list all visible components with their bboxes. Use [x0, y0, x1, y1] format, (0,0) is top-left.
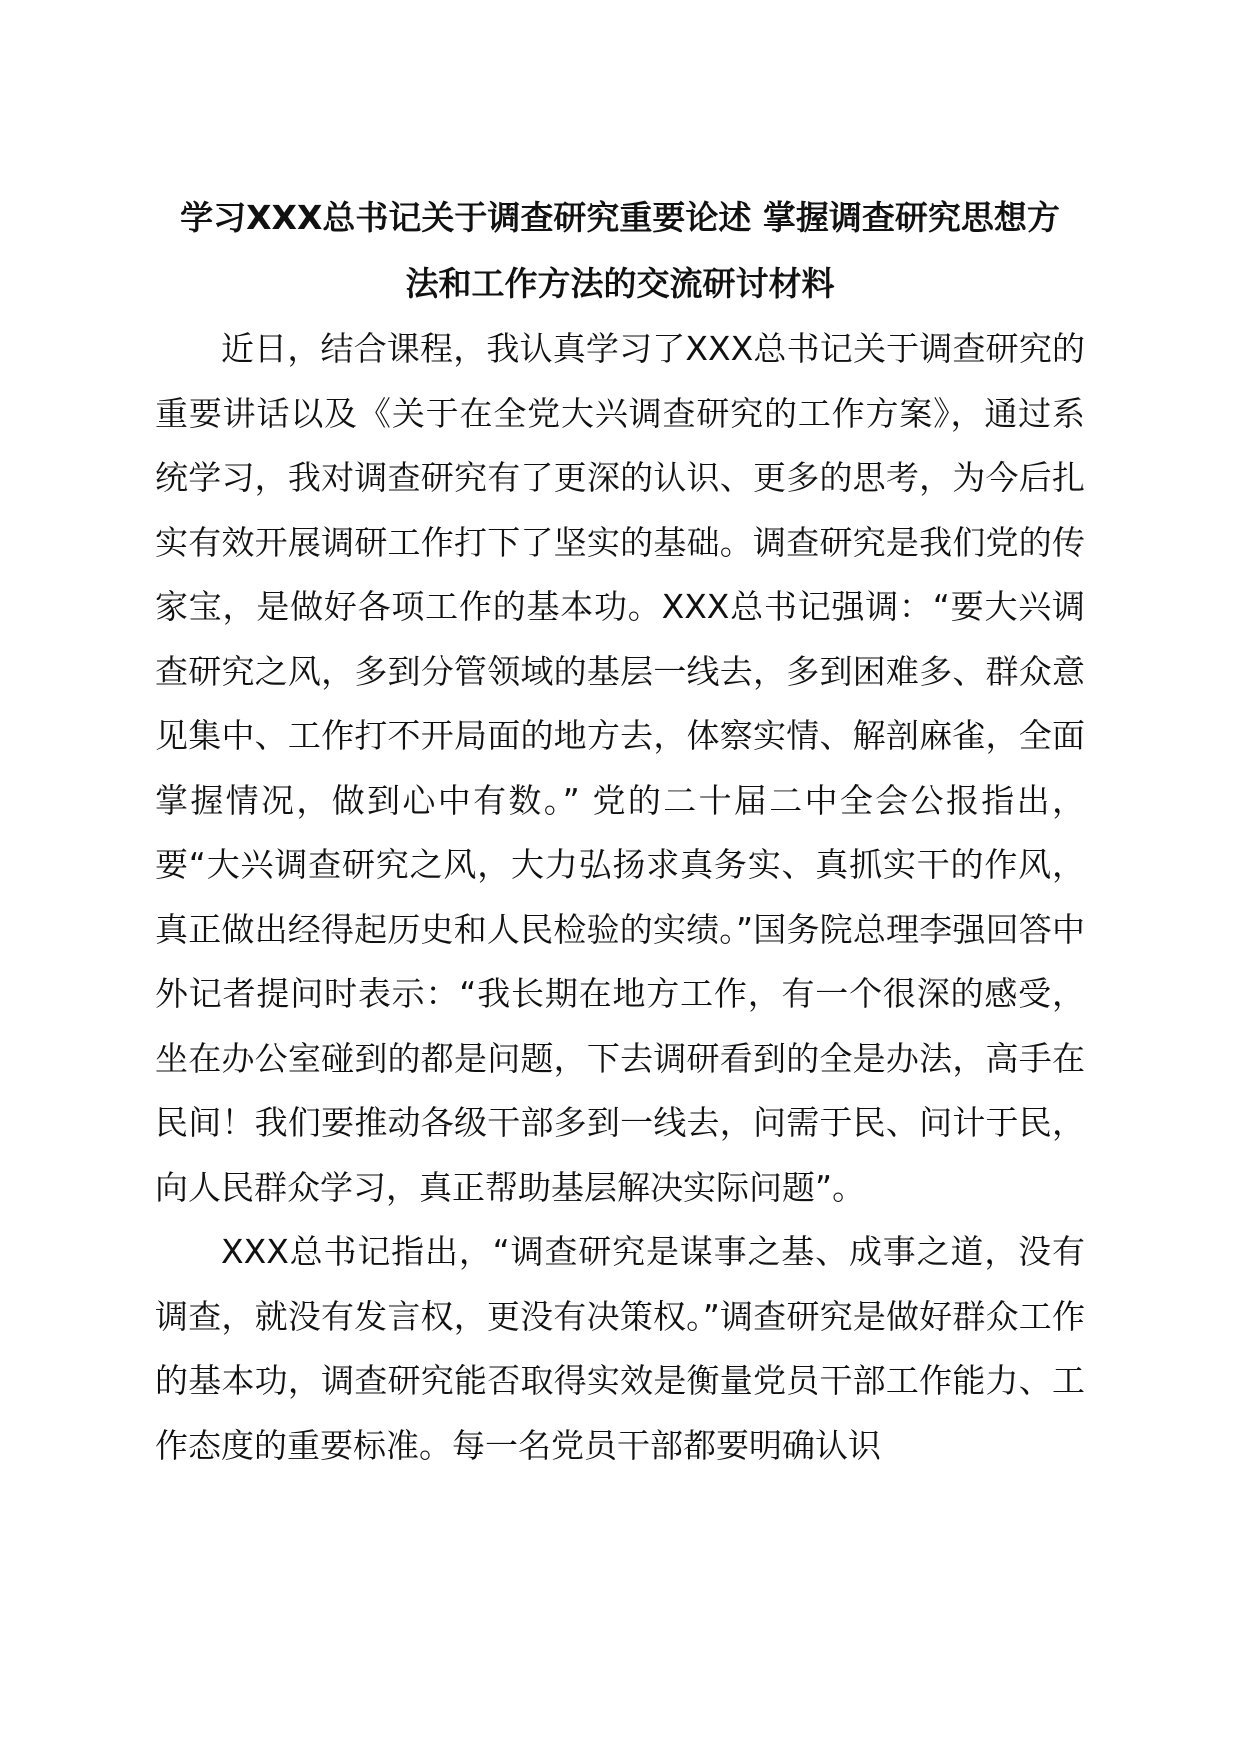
paragraph-1: 近日，结合课程，我认真学习了XXX总书记关于调查研究的重要讲话以及《关于在全党大兴调查研究的工作方案》，通过系统学习，我对调查研究有了更深的认识、更多的思考，为今后扎实有效开展调研工作打下了坚实的基础。调查研究是我们党的传家宝，是做好各项工作的基本功。XXX总书记强调：“要大兴调查研究之风，多到分管领域的基层一线去，多到困难多、群众意见集中、工作打不开局面的地方去，体察实情、解剖麻雀，全面掌握情况，做到心中有数。” 党的二十届二中全会公报指出，要“大兴调查研究之风，大力弘扬求真务实、真抓实干的作风，真正做出经得起历史和人民检验的实绩。”国务院总理李强回答中外记者提问时表示：“我长期在地方工作，有一个很深的感受，坐在办公室碰到的都是问题，下去调研看到的全是办法，高手在民间！我们要推动各级干部多到一线去，问需于民、问计于民，向人民群众学习，真正帮助基层解决实际问题”。	[155, 329, 1085, 1207]
title-line-1: 学习XXX总书记关于调查研究重要论述 掌握调查研究思想方	[180, 198, 1060, 237]
paragraph-2: XXX总书记指出，“调查研究是谋事之基、成事之道，没有调查，就没有发言权，更没有决策权。”调查研究是做好群众工作的基本功，调查研究能否取得实效是衡量党员干部工作能力、工作态度的重要标准。每一名党员干部都要明确认识	[155, 1232, 1085, 1465]
document-body	[155, 185, 1085, 1478]
title-line-2: 法和工作方法的交流研讨材料	[405, 264, 835, 303]
document-title	[155, 185, 1085, 317]
